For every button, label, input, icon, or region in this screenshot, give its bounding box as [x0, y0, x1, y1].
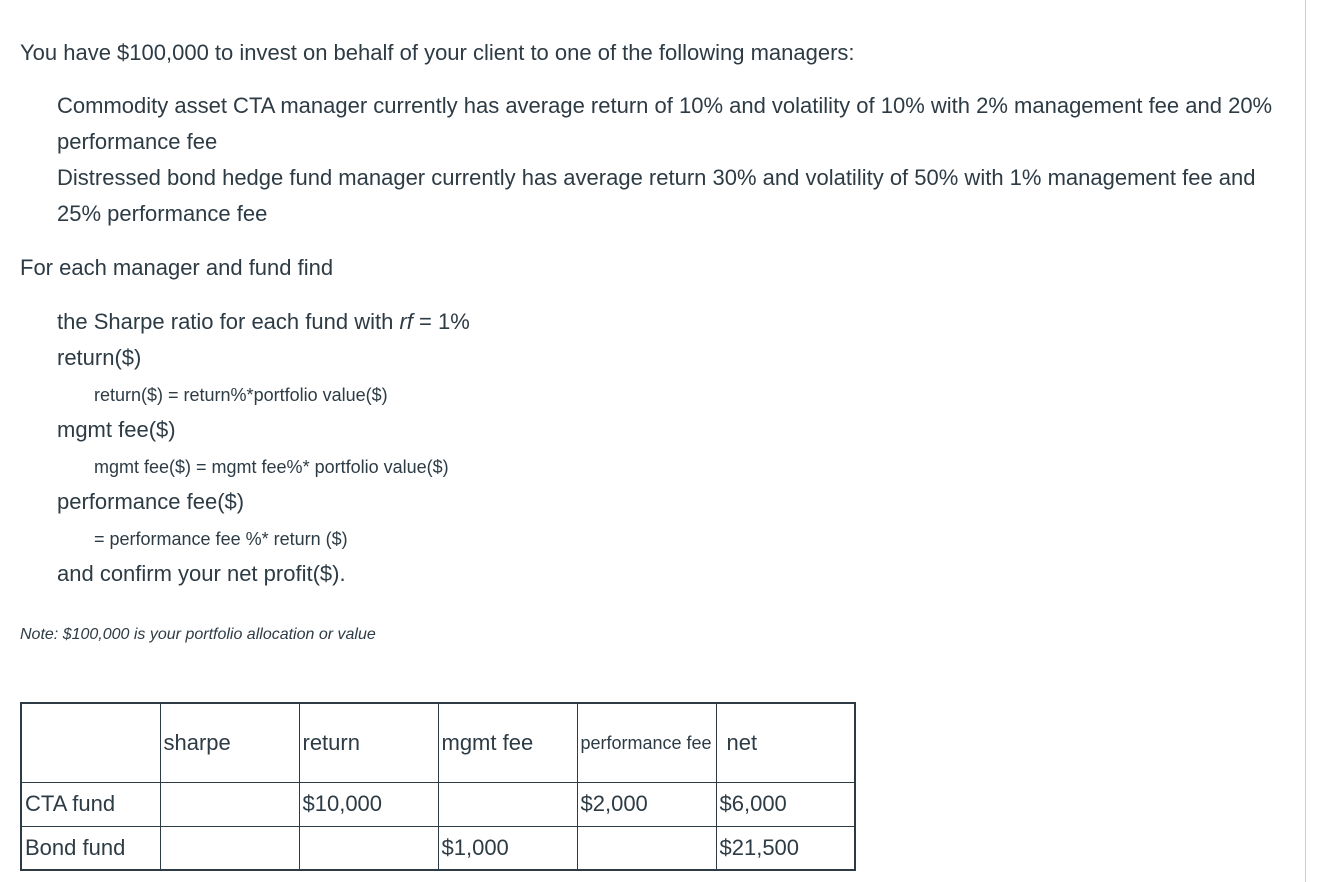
table-cell	[577, 826, 716, 870]
fund-table	[20, 702, 856, 871]
table-cell: $1,000	[438, 826, 577, 870]
table-row	[21, 826, 855, 870]
table-header-cell: performance fee	[577, 703, 716, 782]
table-row-label: Bond fund	[21, 826, 160, 870]
return-item: return($)	[57, 345, 142, 370]
table-cell: $2,000	[577, 782, 716, 826]
performance-fee-formula: = performance fee %* return ($)	[94, 529, 348, 549]
net-profit-item: and confirm your net profit($).	[57, 561, 346, 586]
performance-fee-item: performance fee($)	[57, 489, 245, 514]
table-cell: $6,000	[716, 782, 855, 826]
table-header-cell: mgmt fee	[438, 703, 577, 782]
table-cell	[299, 826, 438, 870]
table-header-cell	[21, 703, 160, 782]
table-row	[21, 782, 855, 826]
question-intro: You have $100,000 to invest on behalf of your client to one of the following managers:	[20, 40, 855, 65]
find-heading: For each manager and fund find	[20, 255, 334, 280]
return-formula: return($) = return%*portfolio value($)	[94, 385, 388, 405]
table-header-cell: sharpe	[160, 703, 299, 782]
table-cell: $10,000	[299, 782, 438, 826]
table-row-label: CTA fund	[21, 782, 160, 826]
manager-bond-description: Distressed bond hedge fund manager currently has average return 30% and volatility of 50% with 1% management fee and 25% performance fee	[57, 165, 1256, 226]
sharpe-item-text: the Sharpe ratio for each fund with	[57, 309, 400, 334]
mgmt-fee-item: mgmt fee($)	[57, 417, 176, 442]
rf-variable: rf	[399, 309, 413, 334]
table-cell: $21,500	[716, 826, 855, 870]
page-right-border	[1305, 0, 1306, 882]
table-cell	[160, 826, 299, 870]
table-cell	[160, 782, 299, 826]
manager-cta-description: Commodity asset CTA manager currently has average return of 10% and volatility of 10% with 2% management fee and 20% performance fee	[57, 93, 1273, 154]
table-header-row	[21, 703, 855, 782]
table-header-cell: net	[716, 703, 855, 782]
table-header-cell: return	[299, 703, 438, 782]
mgmt-fee-formula: mgmt fee($) = mgmt fee%* portfolio value($)	[94, 457, 449, 477]
note-text: Note: $100,000 is your portfolio allocation or value	[20, 626, 376, 643]
sharpe-rf-value: = 1%	[412, 309, 470, 334]
table-cell	[438, 782, 577, 826]
sharpe-item	[57, 307, 470, 337]
